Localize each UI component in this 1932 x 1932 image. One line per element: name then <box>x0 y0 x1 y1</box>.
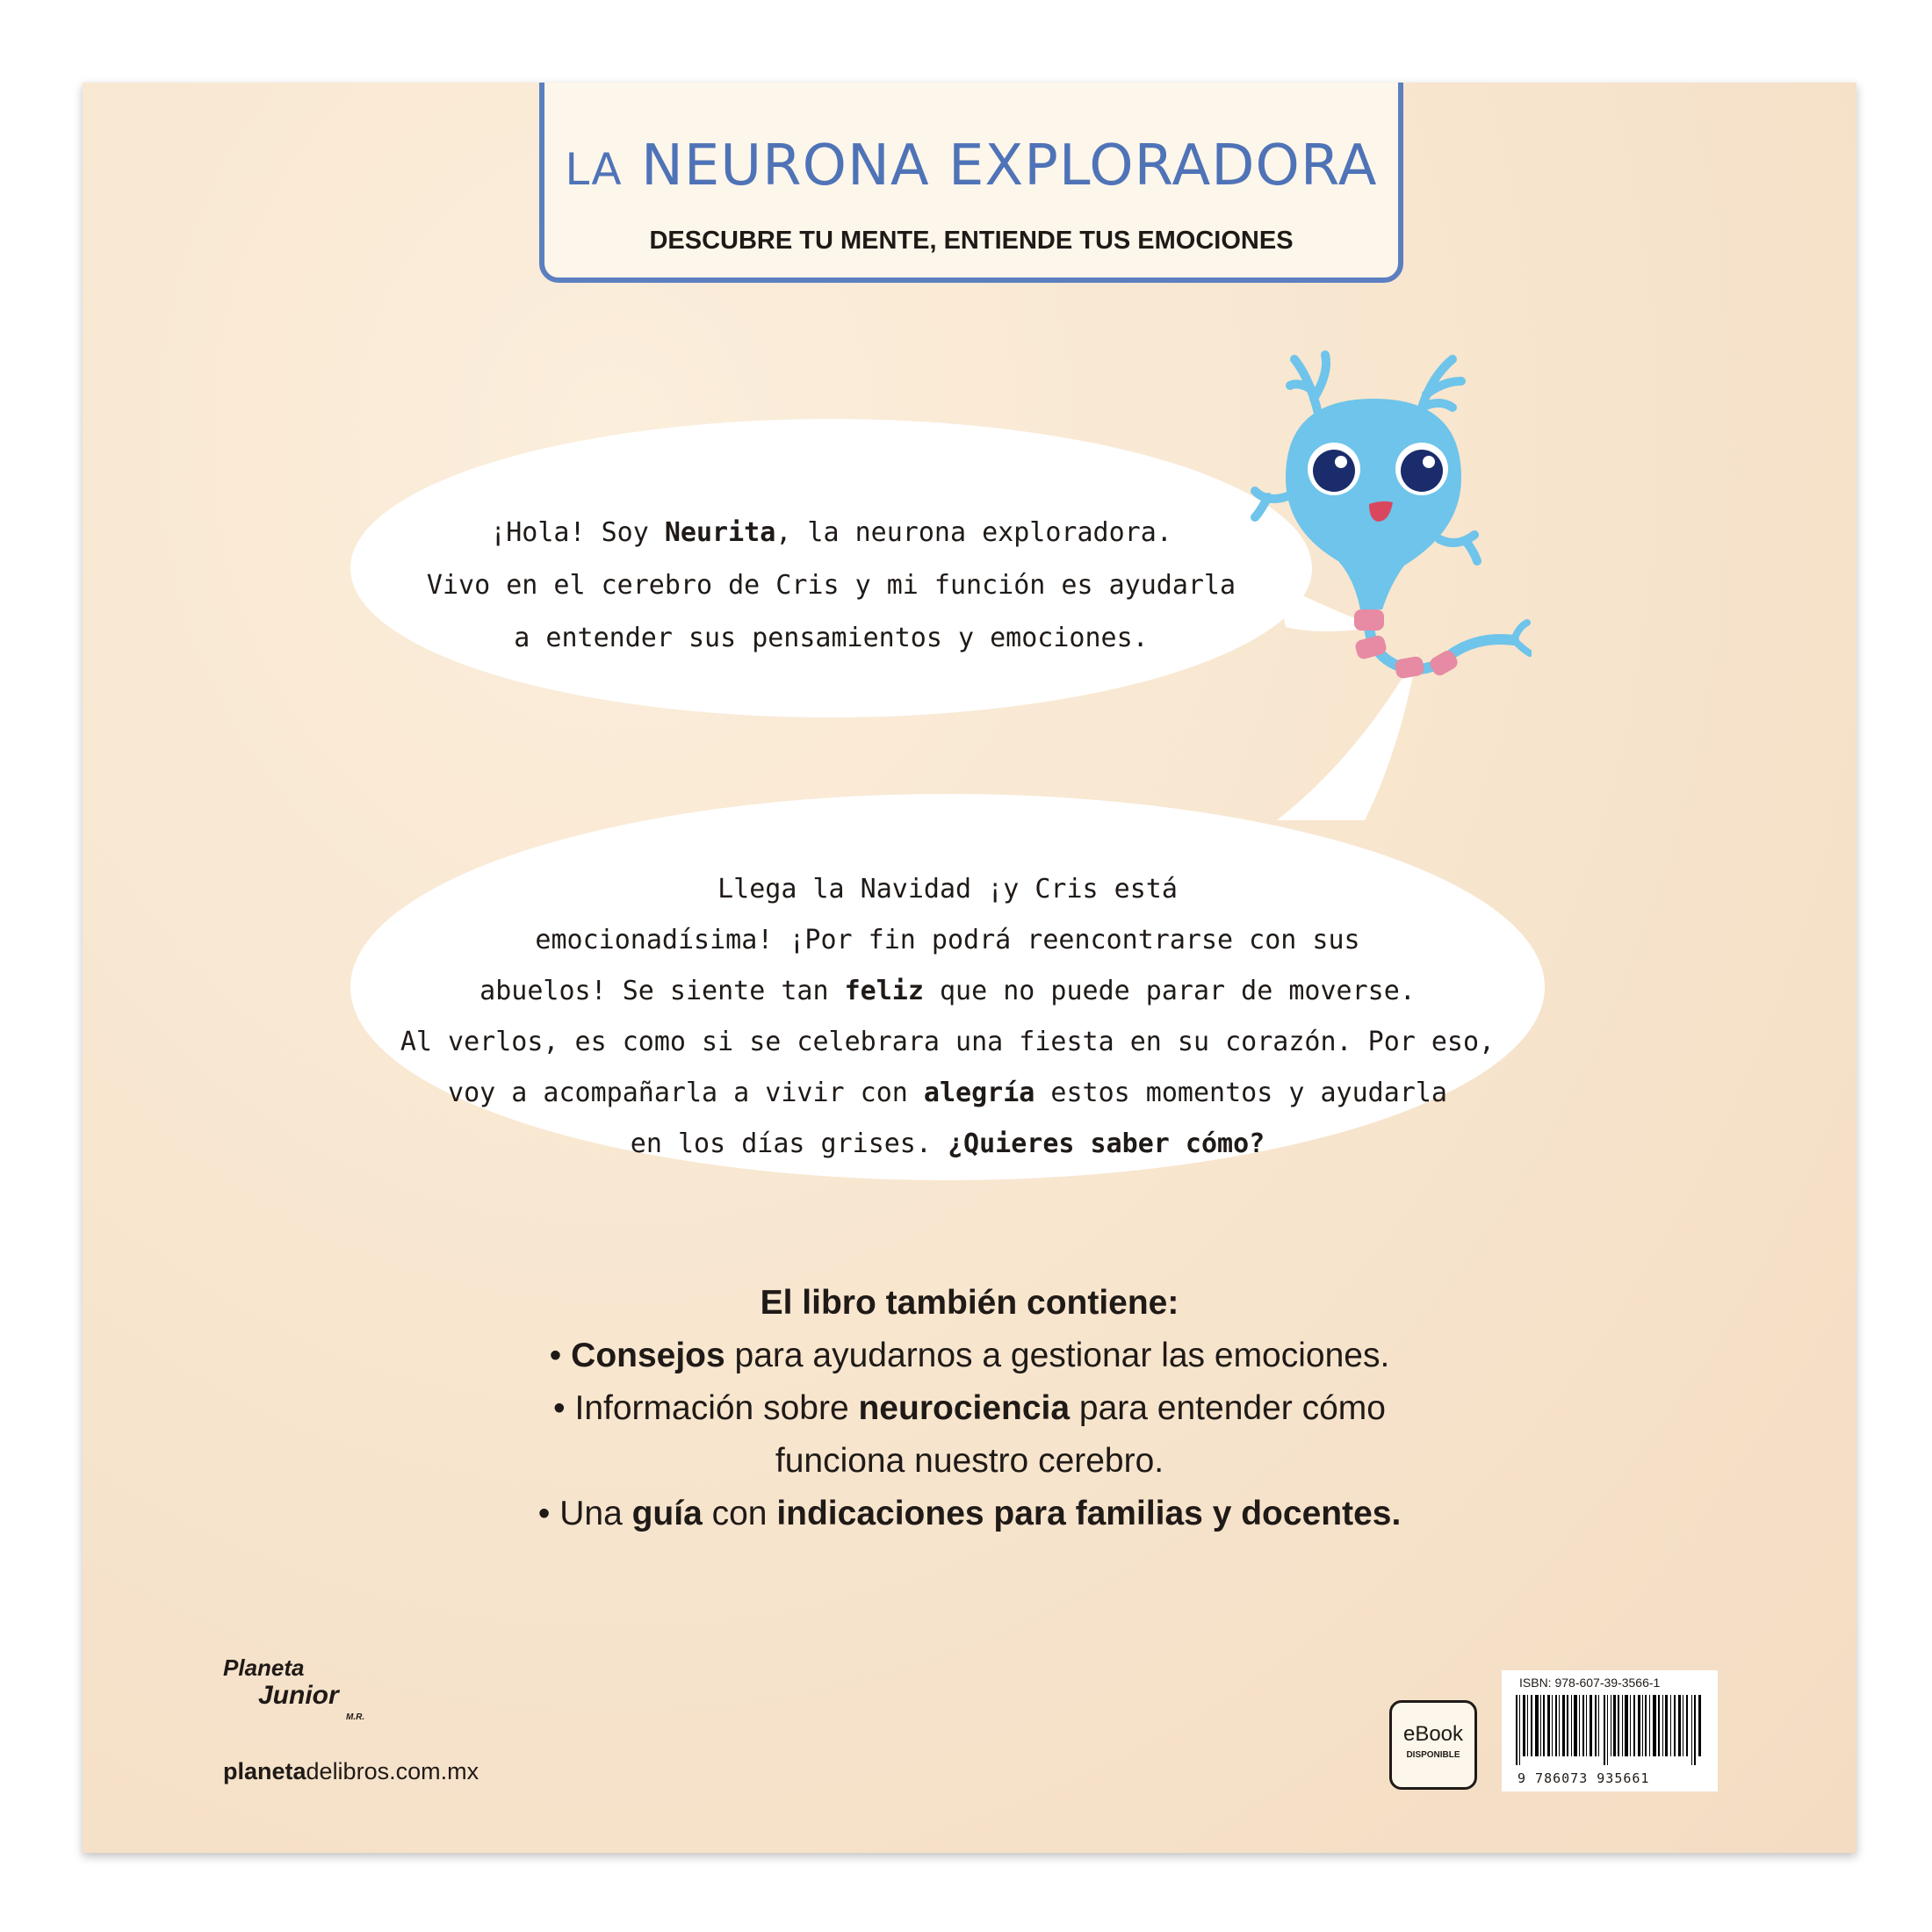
bubble1-line2: Vivo en el cerebro de Cris y mi función es ayudarla <box>426 570 1236 601</box>
bubble2-line6: en los días grises. ¿Quieres saber cómo? <box>630 1128 1265 1159</box>
neuron-character-icon <box>1251 346 1532 732</box>
speech-bubble-intro <box>350 419 1312 717</box>
bubble2-line1: Llega la Navidad ¡y Cris está <box>717 874 1178 905</box>
bubble2-line2: emocionadísima! ¡Por fin podrá reencontrarse con sus <box>535 925 1360 955</box>
bubble1-line1: ¡Hola! Soy Neurita, la neurona exploradora. <box>490 517 1172 548</box>
info-heading: El libro también contiene: <box>760 1284 1179 1322</box>
speech-bubble-story <box>350 794 1545 1180</box>
book-back-cover <box>83 83 1856 1853</box>
isbn-barcode: ISBN: 978-607-39-3566-1 9 786073 935661 <box>1502 1670 1718 1791</box>
info-bullet-neurociencia: • Información sobre neurociencia para entender cómo <box>553 1389 1386 1427</box>
info-bullet-consejos: • Consejos para ayudarnos a gestionar las emociones. <box>549 1337 1390 1374</box>
bubble2-line3: abuelos! Se siente tan feliz que no puede parar de moverse. <box>479 976 1416 1006</box>
book-subtitle: DESCUBRE TU MENTE, ENTIENDE TUS EMOCIONES <box>649 227 1294 255</box>
planeta-junior-logo: Planeta Junior M.R. <box>223 1654 365 1722</box>
bubble1-line3: a entender sus pensamientos y emociones. <box>514 623 1149 653</box>
book-contents-info <box>416 1277 1523 1540</box>
title-box <box>539 83 1403 283</box>
bubble2-line5: voy a acompañarla a vivir con alegría estos momentos y ayudarla <box>448 1078 1447 1108</box>
ebook-badge-icon: eBook DISPONIBLE <box>1389 1700 1477 1790</box>
book-title: LA NEURONA EXPLORADORA <box>565 133 1378 198</box>
info-bullet-neurociencia-cont: funciona nuestro cerebro. <box>775 1442 1164 1480</box>
barcode-icon <box>1516 1695 1704 1765</box>
info-bullet-guia: • Una guía con indicaciones para familias y docentes. <box>537 1495 1402 1532</box>
bubble2-line4: Al verlos, es como si se celebrara una fiesta en su corazón. Por eso, <box>400 1027 1496 1057</box>
publisher-website[interactable]: planetadelibros.com.mx <box>223 1758 479 1784</box>
